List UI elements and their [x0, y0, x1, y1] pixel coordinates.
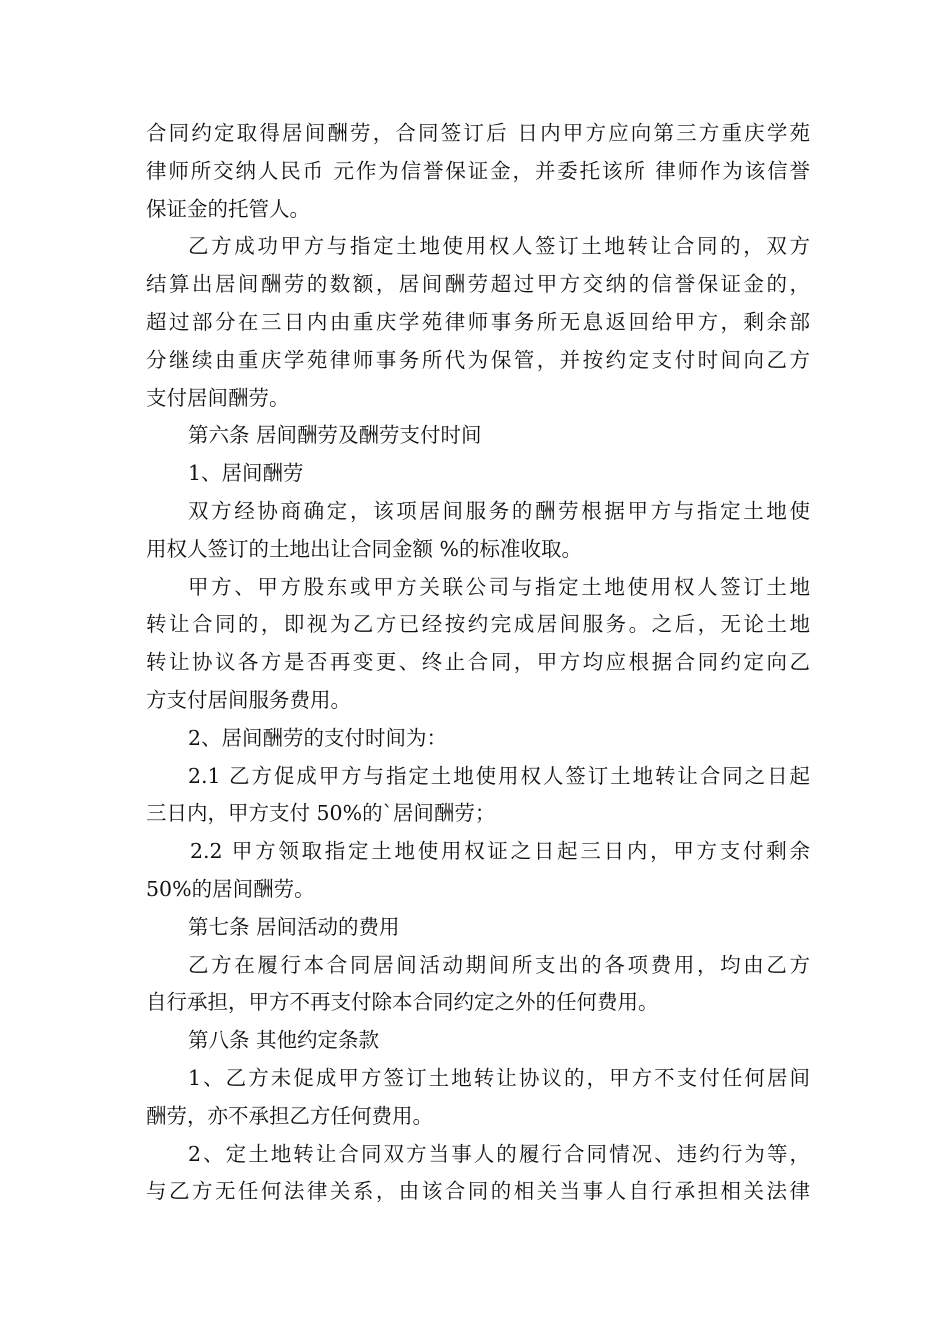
text-line: 1、乙方未促成甲方签订土地转让协议的，甲方不支付任何居间: [188, 1065, 810, 1090]
text-line: 2.2 甲方领取指定土地使用权证之日起三日内，甲方支付剩余: [190, 839, 810, 864]
text-line: 甲方、甲方股东或甲方关联公司与指定土地使用权人签订土地: [188, 574, 810, 599]
text-line: 保证金的托管人。: [146, 196, 310, 221]
text-line: 自行承担，甲方不再支付除本合同约定之外的任何费用。: [146, 990, 659, 1015]
text-line: 2、居间酬劳的支付时间为：: [188, 725, 448, 750]
text-line: 与乙方无任何法律关系，由该合同的相关当事人自行承担相关法律: [146, 1179, 810, 1204]
text-line: 超过部分在三日内由重庆学苑律师事务所无息返回给甲方，剩余部: [146, 309, 810, 334]
text-line: 用权人签订的土地出让合同金额 %的标准收取。: [146, 536, 582, 561]
text-line: 合同约定取得居间酬劳，合同签订后 日内甲方应向第三方重庆学苑: [146, 121, 810, 145]
text-line: 结算出居间酬劳的数额，居间酬劳超过甲方交纳的信誉保证金的，: [146, 272, 810, 297]
text-line: 第七条 居间活动的费用: [188, 914, 400, 939]
text-line: 1、居间酬劳: [188, 461, 304, 486]
text-line: 转让协议各方是否再变更、终止合同，甲方均应根据合同约定向乙: [146, 650, 810, 675]
text-line: 转让合同的，即视为乙方已经按约完成居间服务。之后，无论土地: [146, 612, 810, 637]
text-line: 酬劳，亦不承担乙方任何费用。: [146, 1103, 433, 1128]
text-line: 50%的居间酬劳。: [146, 876, 315, 901]
text-line: 2、定土地转让合同双方当事人的履行合同情况、违约行为等，: [188, 1141, 810, 1166]
text-line: 方支付居间服务费用。: [146, 687, 351, 712]
text-line: 乙方成功甲方与指定土地使用权人签订土地转让合同的，双方: [188, 234, 810, 259]
text-line: 分继续由重庆学苑律师事务所代为保管，并按约定支付时间向乙方: [146, 347, 810, 372]
text-line: 第六条 居间酬劳及酬劳支付时间: [188, 423, 482, 448]
text-line: 三日内，甲方支付 50%的`居间酬劳；: [146, 801, 496, 826]
text-line: 双方经协商确定，该项居间服务的酬劳根据甲方与指定土地使: [188, 498, 810, 523]
text-line: 支付居间酬劳。: [146, 385, 290, 410]
text-line: 乙方在履行本合同居间活动期间所支出的各项费用，均由乙方: [188, 952, 810, 977]
text-line: 第八条 其他约定条款: [188, 1028, 380, 1053]
text-line: 律师所交纳人民币 元作为信誉保证金，并委托该所 律师作为该信誉: [146, 158, 810, 183]
document-body: [146, 115, 810, 1211]
text-line: 2.1 乙方促成甲方与指定土地使用权人签订土地转让合同之日起: [188, 763, 810, 788]
